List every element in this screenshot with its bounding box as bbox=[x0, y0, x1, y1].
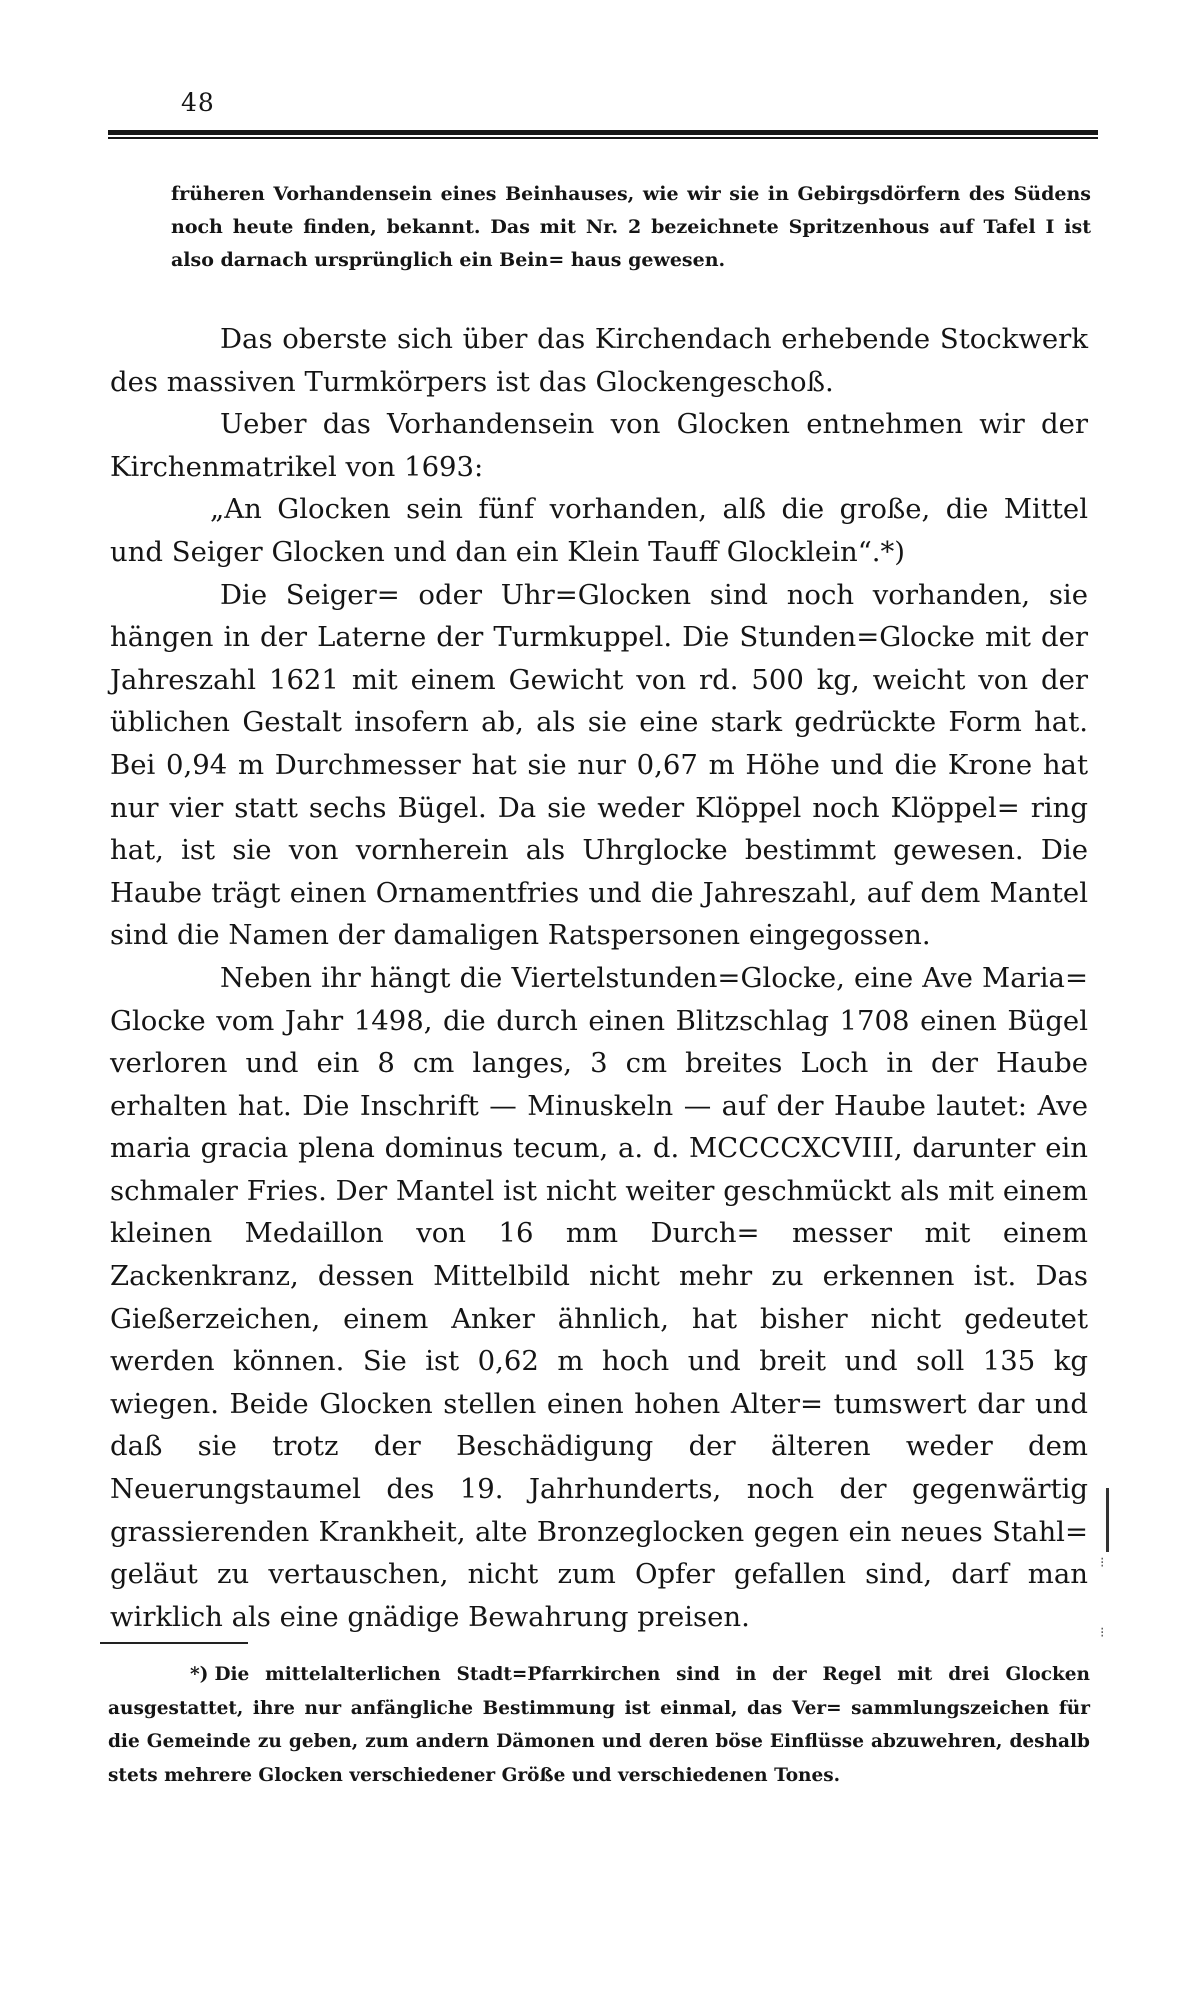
paragraph-quotation: „An Glocken sein fünf vorhanden, alß die große, die Mittel und Seiger Glocken und dan ein Klein Tauff Glocklein“.*) bbox=[110, 493, 1088, 568]
paragraph-kirchenmatrikel: Ueber das Vorhandensein von Glocken entnehmen wir der Kirchenmatrikel von 1693: bbox=[110, 408, 1088, 483]
paragraph-seiger-glocken: Die Seiger= oder Uhr=Glocken sind noch vorhanden, sie hängen in der Laterne der Turmkuppel. Die Stunden=Glocke mit der Jahreszahl 1621 mit einem Gewicht von rd. 500 kg, weicht von der üblichen Gestalt insofern ab, als sie eine stark gedrückte Form hat. Bei 0,94 m Durchmesser hat sie nur 0,67 m Höhe und die Krone hat nur vier statt sechs Bügel. Da sie weder Klöppel noch Klöppel= ring hat, ist sie von vornherein als Uhrglocke bestimmt gewesen. Die Haube trägt einen Ornamentfries und die Jahreszahl, auf dem Mantel sind die Namen der damaligen Ratspersonen eingegossen. bbox=[110, 578, 1088, 952]
paragraph-viertelstunden-glocke: Neben ihr hängt die Viertelstunden=Glocke, eine Ave Maria= Glocke vom Jahr 1498, die durch einen Blitzschlag 1708 einen Bügel verloren und ein 8 cm langes, 3 cm breites Loch in der Haube erhalten hat. Die Inschrift — Minuskeln — auf der Haube lautet: Ave maria gracia plena dominus tecum, a. d. MCCCCXCVIII, darunter ein schmaler Fries. Der Mantel ist nicht weiter geschmückt als mit einem kleinen Medaillon von 16 mm Durch= messer mit einem Zackenkranz, dessen Mittelbild nicht mehr zu erkennen ist. Das Gießerzeichen, einem Anker ähnlich, hat bisher nicht gedeutet werden können. Sie ist 0,62 m hoch und breit und soll 135 kg wiegen. Beide Glocken stellen einen hohen Alter= tumswert dar und daß sie trotz der Beschädigung der älteren weder dem Neuerungstaumel des 19. Jahrhunderts, noch der gegenwärtig grassierenden Krankheit, alte Bronzeglocken gegen ein neues Stahl= geläut zu vertauschen, nicht zum Opfer gefallen sind, darf man wirklich als eine gnädige Bewahrung preisen. bbox=[110, 961, 1088, 1633]
footnote bbox=[108, 1658, 1090, 1792]
margin-scan-mark bbox=[1106, 1488, 1109, 1552]
page-number: 48 bbox=[181, 88, 215, 117]
margin-scan-dot: ⁝ bbox=[1100, 1625, 1105, 1641]
header-rule bbox=[108, 130, 1098, 139]
main-text bbox=[110, 318, 1088, 1638]
footnote-marker: *) bbox=[190, 1664, 209, 1685]
continuation-paragraph: früheren Vorhandensein eines Beinhauses, wie wir sie in Gebirgsdörfern des Südens noch heute finden, bekannt. Das mit Nr. 2 bezeichnete Spritzenhous auf Tafel I ist also darnach ursprünglich ein Bein= haus gewesen. bbox=[171, 183, 1091, 271]
margin-scan-dot: ⁝ bbox=[1100, 1555, 1105, 1571]
paragraph-glockengeschoss: Das oberste sich über das Kirchendach erhebende Stockwerk des massiven Turmkörpers ist das Glockengeschoß. bbox=[110, 323, 1088, 398]
header-rule-thick bbox=[108, 130, 1098, 135]
footnote-text: Die mittelalterlichen Stadt=Pfarrkirchen sind in der Regel mit drei Glocken ausgestattet, ihre nur anfängliche Bestimmung ist einmal, das Ver= sammlungszeichen für die Gemeinde zu geben, zum andern Dämonen und deren böse Einflüsse abzuwehren, deshalb stets mehrere Glocken verschiedener Größe und verschiedenen Tones. bbox=[108, 1664, 1090, 1786]
footnote-rule bbox=[100, 1642, 248, 1644]
header-rule-thin bbox=[108, 137, 1098, 139]
